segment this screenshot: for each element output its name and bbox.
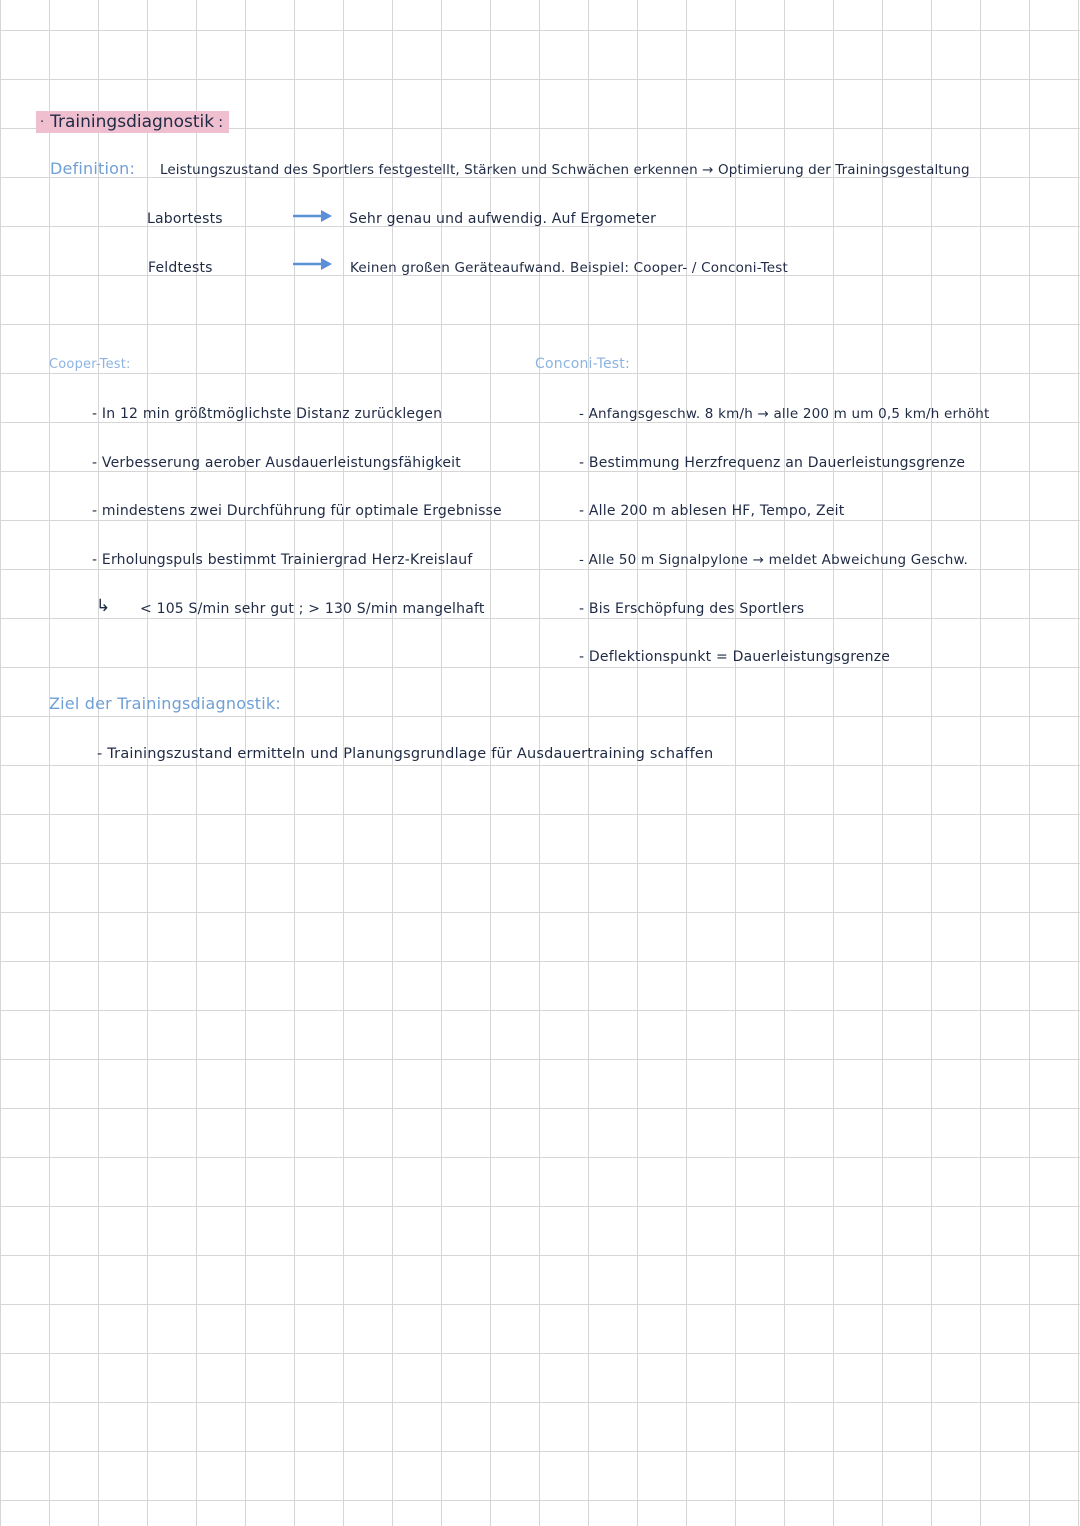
return-arrow-icon: ↳ — [96, 596, 111, 616]
definition-label: Definition: — [50, 159, 136, 178]
title-colon: : — [218, 113, 224, 131]
conconi-item-4: - Alle 50 m Signalpylone → meldet Abweichung Geschw. — [579, 552, 968, 568]
test-type-name-field: Feldtests — [148, 260, 213, 276]
test-type-desc-field: Keinen großen Geräteaufwand. Beispiel: Cooper- / Conconi-Test — [350, 260, 788, 276]
conconi-item-6: - Deflektionspunkt = Dauerleistungsgrenze — [579, 649, 891, 665]
conconi-item-3: - Alle 200 m ablesen HF, Tempo, Zeit — [579, 503, 845, 519]
conconi-item-5: - Bis Erschöpfung des Sportlers — [579, 601, 805, 617]
goal-text: - Trainingszustand ermitteln und Planungsgrundlage für Ausdauertraining schaffen — [97, 746, 714, 762]
cooper-item-2: - Verbesserung aerober Ausdauerleistungsfähigkeit — [92, 455, 461, 471]
test-type-desc-lab: Sehr genau und aufwendig. Auf Ergometer — [349, 211, 657, 227]
test-type-name-lab: Labortests — [147, 211, 223, 227]
definition-text: Leistungszustand des Sportlers festgestellt, Stärken und Schwächen erkennen → Optimierung der Trainingsgestaltung — [160, 162, 970, 178]
cooper-item-3: - mindestens zwei Durchführung für optimale Ergebnisse — [92, 503, 502, 519]
arrow-right-icon — [293, 209, 333, 223]
title-bullet: · — [40, 114, 45, 130]
conconi-heading: Conconi-Test: — [535, 356, 630, 372]
cooper-item-4: - Erholungspuls bestimmt Trainiergrad Herz-Kreislauf — [92, 552, 473, 568]
conconi-item-1: - Anfangsgeschw. 8 km/h → alle 200 m um 0,5 km/h erhöht — [579, 406, 990, 422]
cooper-heading: Cooper-Test: — [49, 357, 131, 372]
goal-heading: Ziel der Trainingsdiagnostik: — [49, 694, 281, 713]
arrow-right-icon — [293, 257, 333, 271]
conconi-item-2: - Bestimmung Herzfrequenz an Dauerleistungsgrenze — [579, 455, 966, 471]
cooper-result: < 105 S/min sehr gut ; > 130 S/min mangelhaft — [140, 601, 485, 617]
cooper-item-1: - In 12 min größtmöglichste Distanz zurücklegen — [92, 406, 443, 422]
page-title: Trainingsdiagnostik — [50, 112, 215, 132]
title-highlight — [36, 111, 229, 133]
